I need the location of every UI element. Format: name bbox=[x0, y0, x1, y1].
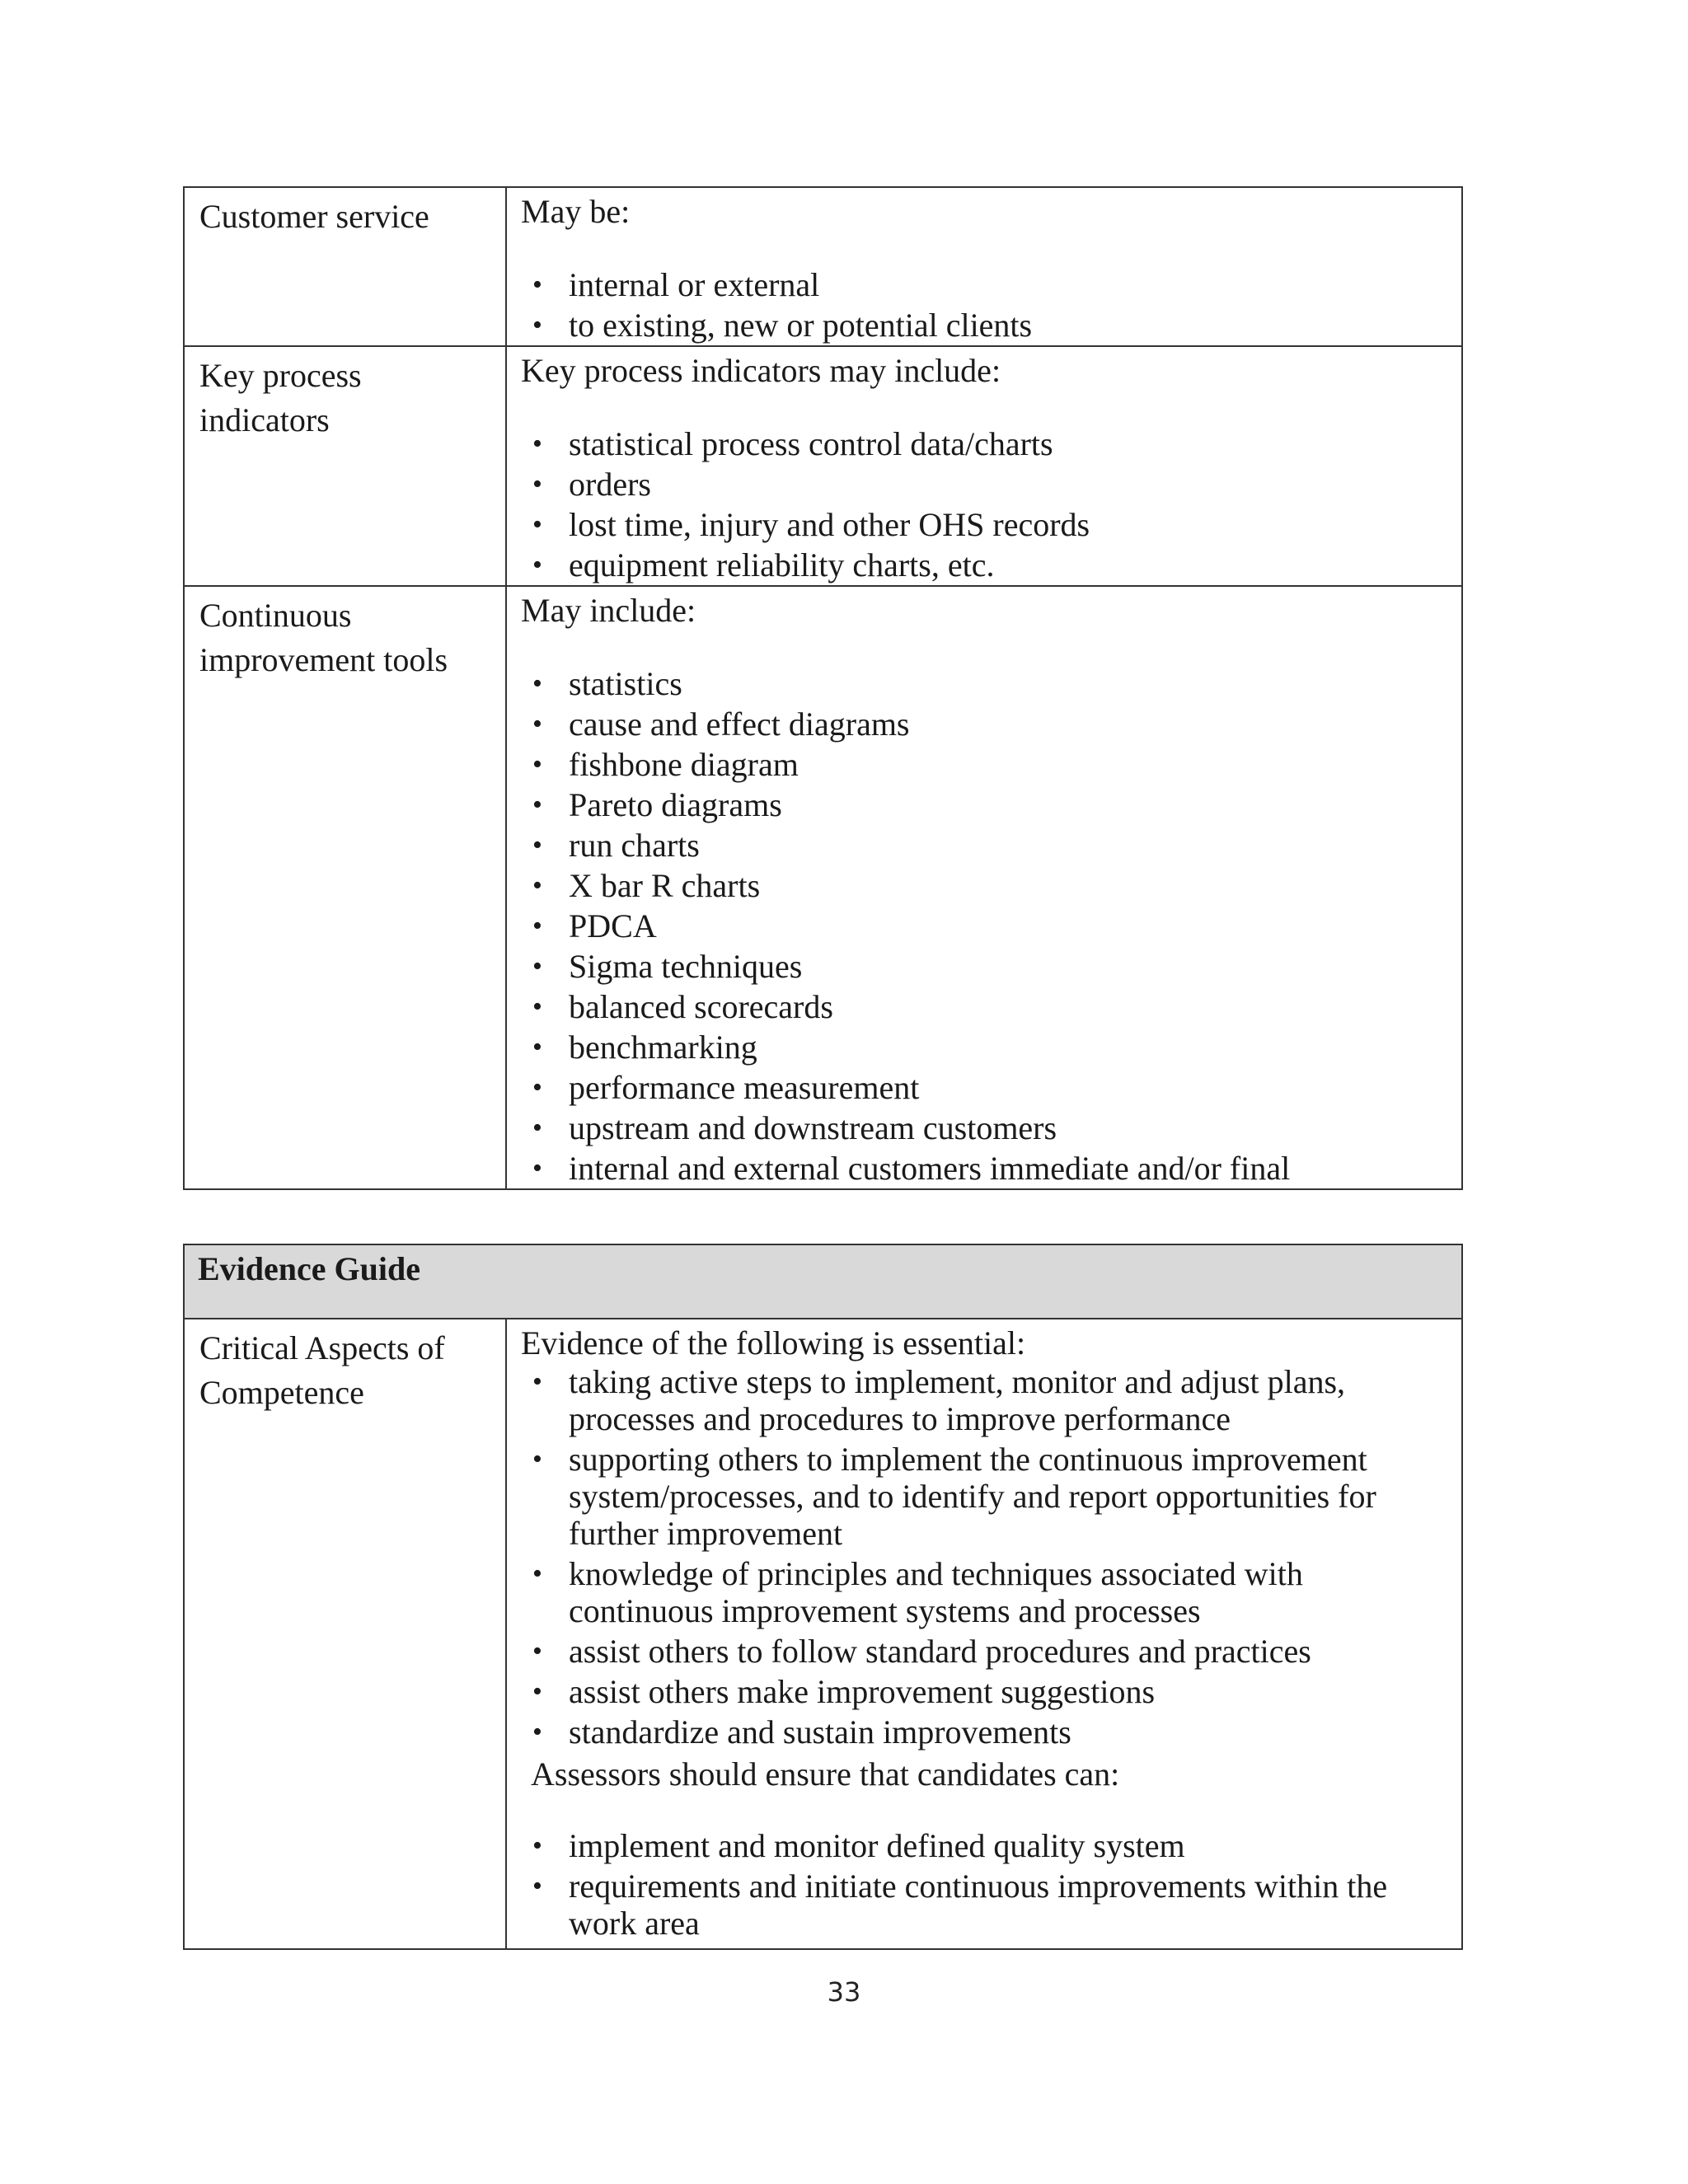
bullet-icon: • bbox=[532, 1072, 542, 1103]
list-item-text: internal or external bbox=[569, 266, 820, 303]
bullet-icon: • bbox=[532, 1636, 542, 1666]
bullet-icon: • bbox=[532, 550, 542, 580]
list-item bbox=[521, 1827, 1445, 1864]
bullet-icon: • bbox=[532, 429, 542, 459]
list-item-text: statistics bbox=[569, 665, 682, 702]
list-item bbox=[521, 1633, 1445, 1670]
list-item-text: internal and external customers immediate and/or final bbox=[569, 1150, 1291, 1187]
list-item-text: Sigma techniques bbox=[569, 948, 803, 985]
row-label-line: Key process bbox=[199, 357, 362, 394]
bullet-icon: • bbox=[532, 1444, 542, 1474]
row-intro: Key process indicators may include: bbox=[521, 352, 1001, 389]
list-item bbox=[521, 545, 1445, 585]
bullet-icon: • bbox=[532, 1717, 542, 1747]
list-item bbox=[521, 1713, 1445, 1750]
list-item bbox=[521, 424, 1445, 464]
list-item-line: taking active steps to implement, monitor and adjust plans, bbox=[569, 1363, 1346, 1400]
bullet-icon: • bbox=[532, 830, 542, 860]
row-intro: May include: bbox=[521, 592, 696, 629]
row-content-key-process-indicators bbox=[506, 346, 1462, 586]
list-item-text: Pareto diagrams bbox=[569, 786, 782, 823]
list-item-line: knowledge of principles and techniques associated with bbox=[569, 1555, 1303, 1592]
table-row bbox=[184, 346, 1462, 586]
list-item bbox=[521, 1067, 1445, 1108]
evidence-guide-heading bbox=[184, 1244, 1462, 1319]
row-label-line: Continuous bbox=[199, 597, 352, 634]
bullet-list bbox=[521, 663, 1445, 1188]
list-item-text: equipment reliability charts, etc. bbox=[569, 546, 995, 583]
row-label-text: Customer service bbox=[199, 198, 429, 235]
list-item-line: standardize and sustain improvements bbox=[569, 1713, 1071, 1750]
table-row bbox=[184, 586, 1462, 1189]
list-item bbox=[521, 1363, 1445, 1437]
bullet-icon: • bbox=[532, 790, 542, 820]
list-item-text: PDCA bbox=[569, 907, 657, 944]
list-item-line: continuous improvement systems and processes bbox=[569, 1592, 1201, 1629]
list-item-text: performance measurement bbox=[569, 1069, 920, 1106]
bullet-icon: • bbox=[532, 1153, 542, 1183]
row-content-continuous-improvement-tools bbox=[506, 586, 1462, 1189]
bullet-icon: • bbox=[532, 870, 542, 901]
range-statement-table bbox=[183, 186, 1463, 1190]
list-item-line: implement and monitor defined quality system bbox=[569, 1827, 1185, 1864]
list-item bbox=[521, 987, 1445, 1027]
list-item-text: cause and effect diagrams bbox=[569, 705, 910, 743]
bullet-list bbox=[521, 1827, 1445, 1942]
list-item-text: fishbone diagram bbox=[569, 746, 799, 783]
row-content-critical-aspects bbox=[506, 1319, 1462, 1949]
table-header-row bbox=[184, 1244, 1462, 1319]
list-item bbox=[521, 504, 1445, 545]
list-item bbox=[521, 1555, 1445, 1629]
bullet-icon: • bbox=[532, 1871, 542, 1901]
list-item-line: system/processes, and to identify and report opportunities for bbox=[569, 1478, 1376, 1515]
row-label-critical-aspects bbox=[184, 1319, 506, 1949]
bullet-icon: • bbox=[532, 1032, 542, 1062]
list-item bbox=[521, 464, 1445, 504]
bullet-icon: • bbox=[532, 469, 542, 499]
row-label-line: Critical Aspects of bbox=[199, 1329, 445, 1366]
bullet-icon: • bbox=[532, 991, 542, 1022]
list-item-line: supporting others to implement the continuous improvement bbox=[569, 1441, 1367, 1478]
bullet-icon: • bbox=[532, 1366, 542, 1397]
list-item bbox=[521, 865, 1445, 906]
list-item bbox=[521, 1148, 1445, 1188]
row-content-customer-service bbox=[506, 187, 1462, 346]
list-item-text: statistical process control data/charts bbox=[569, 425, 1053, 462]
evidence-guide-table bbox=[183, 1244, 1463, 1950]
row-intro: May be: bbox=[521, 193, 631, 230]
list-item bbox=[521, 1868, 1445, 1942]
list-item-text: balanced scorecards bbox=[569, 988, 833, 1025]
bullet-icon: • bbox=[532, 1676, 542, 1707]
list-item bbox=[521, 946, 1445, 987]
row-intro: Evidence of the following is essential: bbox=[521, 1324, 1026, 1361]
list-item-text: lost time, injury and other OHS records bbox=[569, 506, 1090, 543]
list-item bbox=[521, 305, 1445, 345]
list-item bbox=[521, 1108, 1445, 1148]
list-item-text: run charts bbox=[569, 827, 700, 864]
table-row bbox=[184, 1319, 1462, 1949]
bullet-icon: • bbox=[532, 709, 542, 739]
list-item bbox=[521, 1441, 1445, 1552]
bullet-icon: • bbox=[532, 1558, 542, 1589]
bullet-list bbox=[521, 265, 1445, 345]
list-item bbox=[521, 663, 1445, 704]
bullet-icon: • bbox=[532, 911, 542, 941]
page-number: 33 bbox=[827, 1976, 861, 2008]
list-item-line: assist others to follow standard procedures and practices bbox=[569, 1633, 1311, 1670]
bullet-icon: • bbox=[532, 310, 542, 340]
list-item bbox=[521, 825, 1445, 865]
bullet-icon: • bbox=[532, 269, 542, 300]
list-item-line: further improvement bbox=[569, 1515, 843, 1552]
table-row bbox=[184, 187, 1462, 346]
bullet-icon: • bbox=[532, 668, 542, 699]
list-item-line: work area bbox=[569, 1905, 700, 1942]
row-label-line: improvement tools bbox=[199, 641, 448, 678]
bullet-list bbox=[521, 424, 1445, 585]
assessors-intro: Assessors should ensure that candidates can: bbox=[531, 1755, 1120, 1793]
list-item bbox=[521, 704, 1445, 744]
list-item bbox=[521, 785, 1445, 825]
list-item bbox=[521, 906, 1445, 946]
list-item-text: X bar R charts bbox=[569, 867, 761, 904]
row-label-line: Competence bbox=[199, 1374, 364, 1411]
row-label-customer-service bbox=[184, 187, 506, 346]
list-item bbox=[521, 744, 1445, 785]
list-item-text: upstream and downstream customers bbox=[569, 1109, 1057, 1146]
list-item-text: to existing, new or potential clients bbox=[569, 307, 1033, 344]
bullet-icon: • bbox=[532, 1113, 542, 1143]
list-item bbox=[521, 265, 1445, 305]
bullet-icon: • bbox=[532, 951, 542, 982]
list-item bbox=[521, 1027, 1445, 1067]
bullet-icon: • bbox=[532, 509, 542, 540]
row-label-key-process-indicators bbox=[184, 346, 506, 586]
list-item bbox=[521, 1673, 1445, 1710]
list-item-line: assist others make improvement suggestions bbox=[569, 1673, 1156, 1710]
list-item-text: benchmarking bbox=[569, 1029, 757, 1066]
row-label-line: indicators bbox=[199, 401, 330, 438]
heading-text: Evidence Guide bbox=[198, 1250, 421, 1287]
list-item-text: orders bbox=[569, 466, 651, 503]
list-item-line: processes and procedures to improve performance bbox=[569, 1400, 1231, 1437]
bullet-list bbox=[521, 1363, 1445, 1750]
list-item-line: requirements and initiate continuous improvements within the bbox=[569, 1868, 1388, 1905]
bullet-icon: • bbox=[532, 749, 542, 780]
row-label-continuous-improvement-tools bbox=[184, 586, 506, 1189]
bullet-icon: • bbox=[532, 1830, 542, 1861]
